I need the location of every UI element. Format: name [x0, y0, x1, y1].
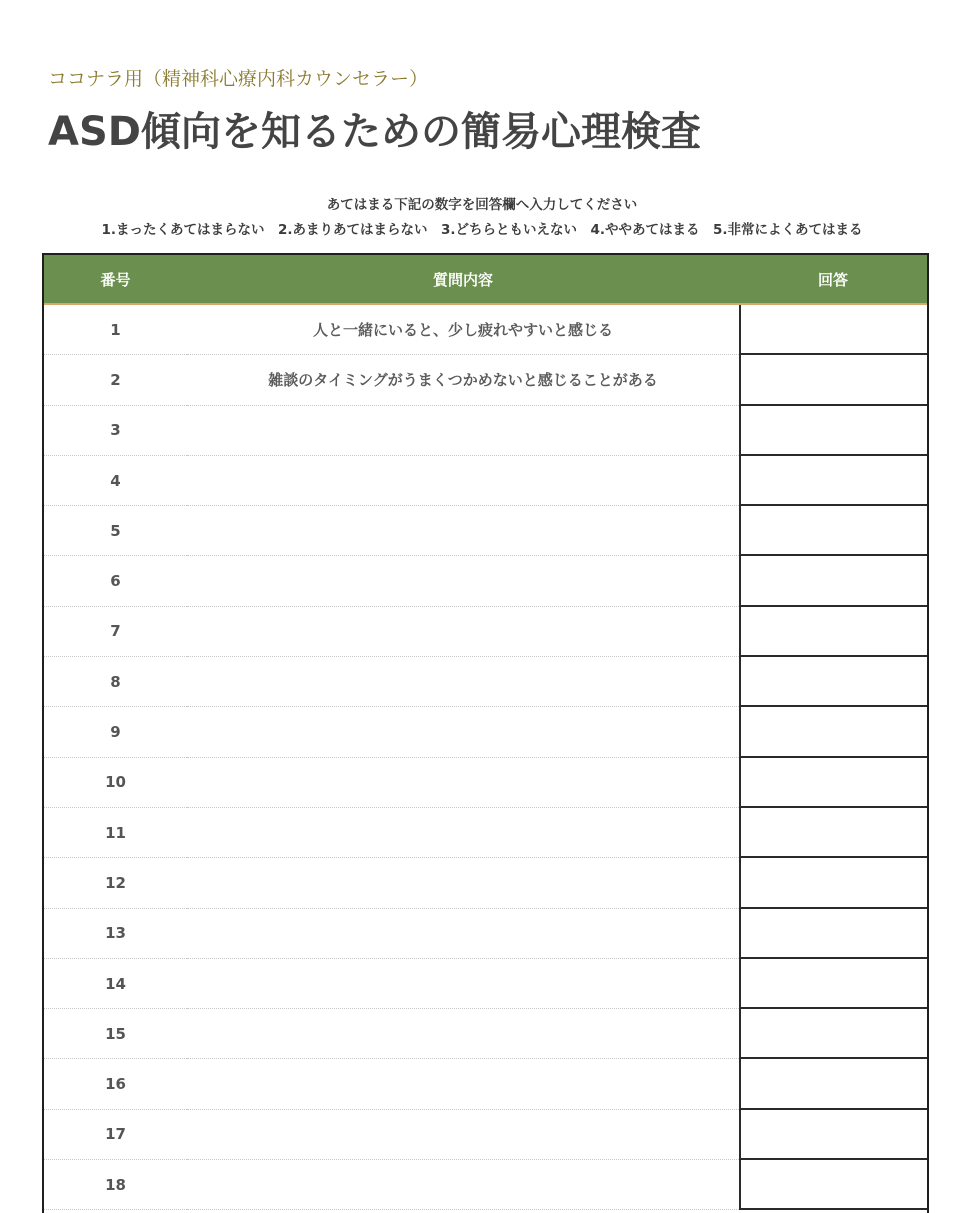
answer-cell[interactable] [739, 1160, 927, 1210]
question-number: 12 [44, 858, 187, 908]
table-row [44, 1110, 927, 1160]
question-text [187, 506, 739, 556]
answer-cell[interactable] [739, 657, 927, 707]
answer-cell[interactable] [739, 305, 927, 355]
column-header-number: 番号 [100, 270, 131, 289]
question-number: 17 [44, 1110, 187, 1160]
table-row [44, 1059, 927, 1109]
table-row [44, 506, 927, 556]
question-number: 8 [44, 657, 187, 707]
answer-cell[interactable] [739, 808, 927, 858]
answer-cell[interactable] [739, 758, 927, 808]
table-row [44, 959, 927, 1009]
answer-cell[interactable] [739, 355, 927, 405]
table-row [44, 758, 927, 808]
question-number: 2 [44, 355, 187, 405]
question-number: 15 [44, 1009, 187, 1059]
question-text [187, 858, 739, 908]
question-text [187, 909, 739, 959]
question-text [187, 657, 739, 707]
document-title: ASD傾向を知るための簡易心理検査 [48, 109, 701, 155]
question-text [187, 607, 739, 657]
table-row [44, 607, 927, 657]
answer-cell[interactable] [739, 1059, 927, 1109]
question-number: 6 [44, 556, 187, 606]
question-text [187, 1009, 739, 1059]
question-text [187, 1110, 739, 1160]
question-text: 雑談のタイミングがうまくつかめないと感じることがある [187, 355, 739, 405]
answer-cell[interactable] [739, 406, 927, 456]
table-row [44, 858, 927, 908]
question-number: 14 [44, 959, 187, 1009]
question-number: 13 [44, 909, 187, 959]
answer-cell[interactable] [739, 556, 927, 606]
answer-cell[interactable] [739, 909, 927, 959]
question-text: 人と一緒にいると、少し疲れやすいと感じる [187, 305, 739, 355]
question-text [187, 808, 739, 858]
question-number: 4 [44, 456, 187, 506]
answer-scale-legend: 1.まったくあてはまらない 2.あまりあてはまらない 3.どちらともいえない 4.ややあてはまる 5.非常によくあてはまる [101, 222, 863, 238]
question-number: 11 [44, 808, 187, 858]
table-row [44, 657, 927, 707]
table-row [44, 808, 927, 858]
table-header [44, 255, 927, 305]
question-text [187, 959, 739, 1009]
table-body [44, 305, 927, 1210]
table-row [44, 707, 927, 757]
question-text [187, 1059, 739, 1109]
answer-cell[interactable] [739, 1009, 927, 1059]
table-row [44, 456, 927, 506]
question-text [187, 456, 739, 506]
question-number: 18 [44, 1160, 187, 1210]
answer-cell[interactable] [739, 456, 927, 506]
instruction-text: あてはまる下記の数字を回答欄へ入力してください [326, 197, 638, 213]
question-text [187, 1160, 739, 1210]
question-number: 3 [44, 406, 187, 456]
answer-cell[interactable] [739, 858, 927, 908]
answer-cell[interactable] [739, 959, 927, 1009]
question-text [187, 758, 739, 808]
question-number: 9 [44, 707, 187, 757]
column-header-answer: 回答 [817, 270, 848, 289]
table-row [44, 1009, 927, 1059]
question-number: 5 [44, 506, 187, 556]
table-row [44, 556, 927, 606]
table-row [44, 355, 927, 405]
document-subtitle: ココナラ用（精神科心療内科カウンセラー） [48, 68, 429, 90]
question-number: 16 [44, 1059, 187, 1109]
answer-cell[interactable] [739, 1110, 927, 1160]
question-text [187, 556, 739, 606]
table-row [44, 305, 927, 355]
questionnaire-table [42, 253, 929, 1213]
column-header-question: 質問内容 [432, 270, 493, 289]
table-row [44, 909, 927, 959]
answer-cell[interactable] [739, 506, 927, 556]
question-number: 1 [44, 305, 187, 355]
answer-cell[interactable] [739, 707, 927, 757]
table-row [44, 1160, 927, 1210]
question-text [187, 707, 739, 757]
question-number: 10 [44, 758, 187, 808]
answer-cell[interactable] [739, 607, 927, 657]
question-text [187, 406, 739, 456]
question-number: 7 [44, 607, 187, 657]
table-row [44, 406, 927, 456]
